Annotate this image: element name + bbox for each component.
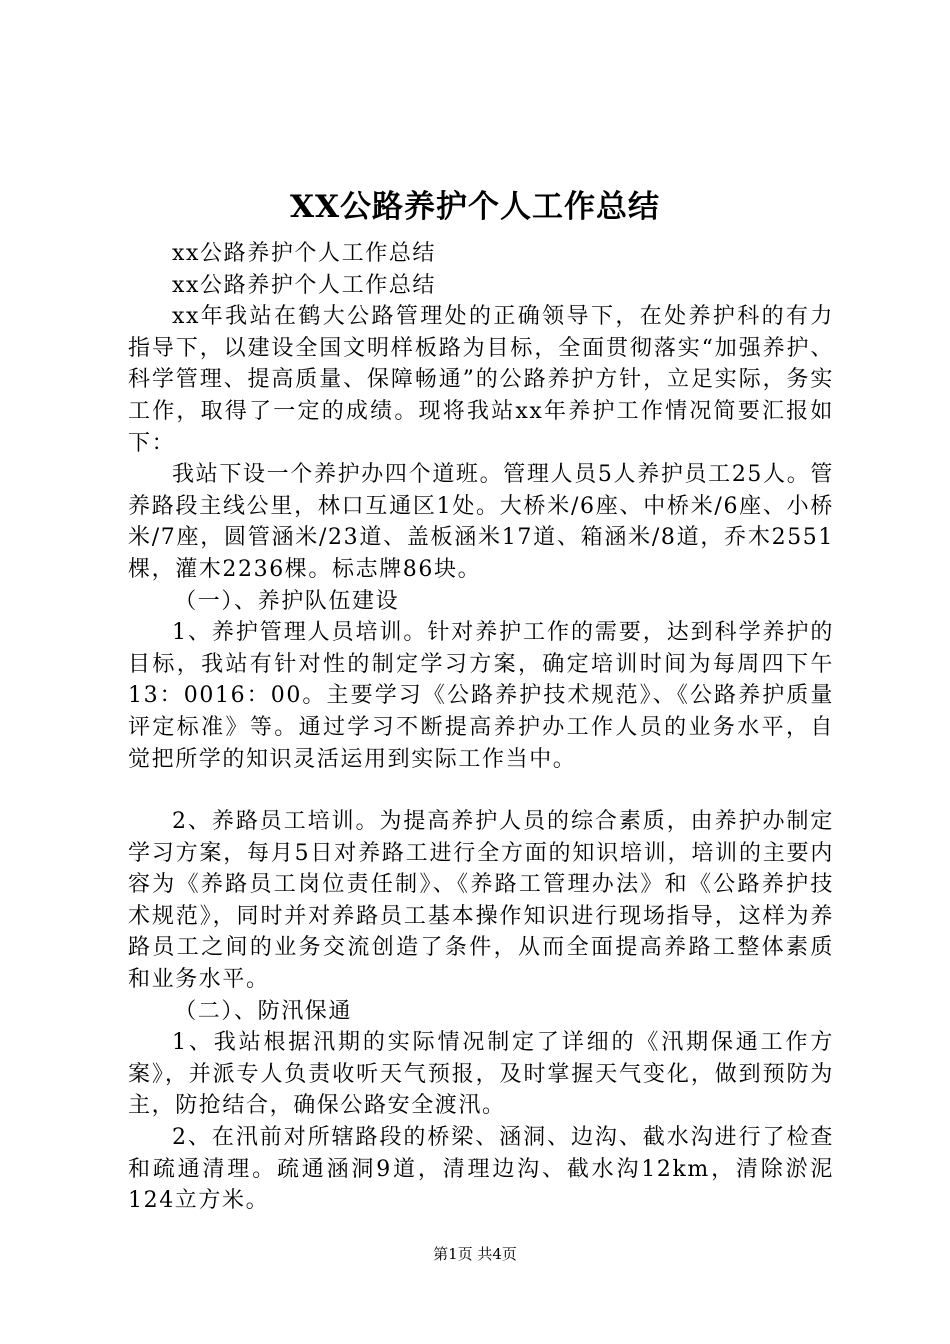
section-heading-flood-control: （二）、防汛保通 xyxy=(174,998,352,1024)
paragraph-flood-plan: 1、我站根据汛期的实际情况制定了详细的《汛期保通工作方案》，并派专人负责收听天气预报，及时掌握天气变化，做到预防为主，防抢结合，确保公路安全渡汛。 xyxy=(128,1030,834,1119)
page-number-footer: 第1页 共4页 xyxy=(433,1245,517,1263)
paragraph-station-overview: 我站下设一个养护办四个道班。管理人员5人养护员工25人。管养路段主线公里，林口互通区1处。大桥米/6座、中桥米/6座、小桥米/7座，圆管涵米/23道、盖板涵米17道、箱涵米/8道，乔木2551棵，灌木2236棵。标志牌86块。 xyxy=(128,462,834,582)
document-body xyxy=(128,238,834,1217)
paragraph-subtitle-2: xx公路养护个人工作总结 xyxy=(172,272,437,298)
section-heading-team-building: （一）、养护队伍建设 xyxy=(174,588,400,614)
paragraph-intro: xx年我站在鹤大公路管理处的正确领导下，在处养护科的有力指导下，以建设全国文明样板路为目标，全面贯彻落实“加强养护、科学管理、提高质量、保障畅通”的公路养护方针，立足实际，务实工作，取得了一定的成绩。现将我站xx年养护工作情况简要汇报如下： xyxy=(128,304,834,456)
paragraph-drainage-cleaning: 2、在汛前对所辖路段的桥梁、涵洞、边沟、截水沟进行了检查和疏通清理。疏通涵洞9道，清理边沟、截水沟12km，清除淤泥124立方米。 xyxy=(128,1125,834,1214)
paragraph-worker-training: 2、养路员工培训。为提高养护人员的综合素质，由养护办制定学习方案，每月5日对养路工进行全方面的知识培训，培训的主要内容为《养路员工岗位责任制》、《养路工管理办法》和《公路养护技术规范》，同时并对养路员工基本操作知识进行现场指导，这样为养路员工之间的业务交流创造了条件，从而全面提高养路工整体素质和业务水平。 xyxy=(128,809,834,993)
paragraph-staff-training: 1、养护管理人员培训。针对养护工作的需要，达到科学养护的目标，我站有针对性的制定学习方案，确定培训时间为每周四下午13：0016：00。主要学习《公路养护技术规范》、《公路养护质量评定标准》等。通过学习不断提高养护办工作人员的业务水平，自觉把所学的知识灵活运用到实际工作当中。 xyxy=(128,620,834,772)
document-title: XX公路养护个人工作总结 xyxy=(289,189,661,225)
paragraph-subtitle-1: xx公路养护个人工作总结 xyxy=(172,241,437,266)
